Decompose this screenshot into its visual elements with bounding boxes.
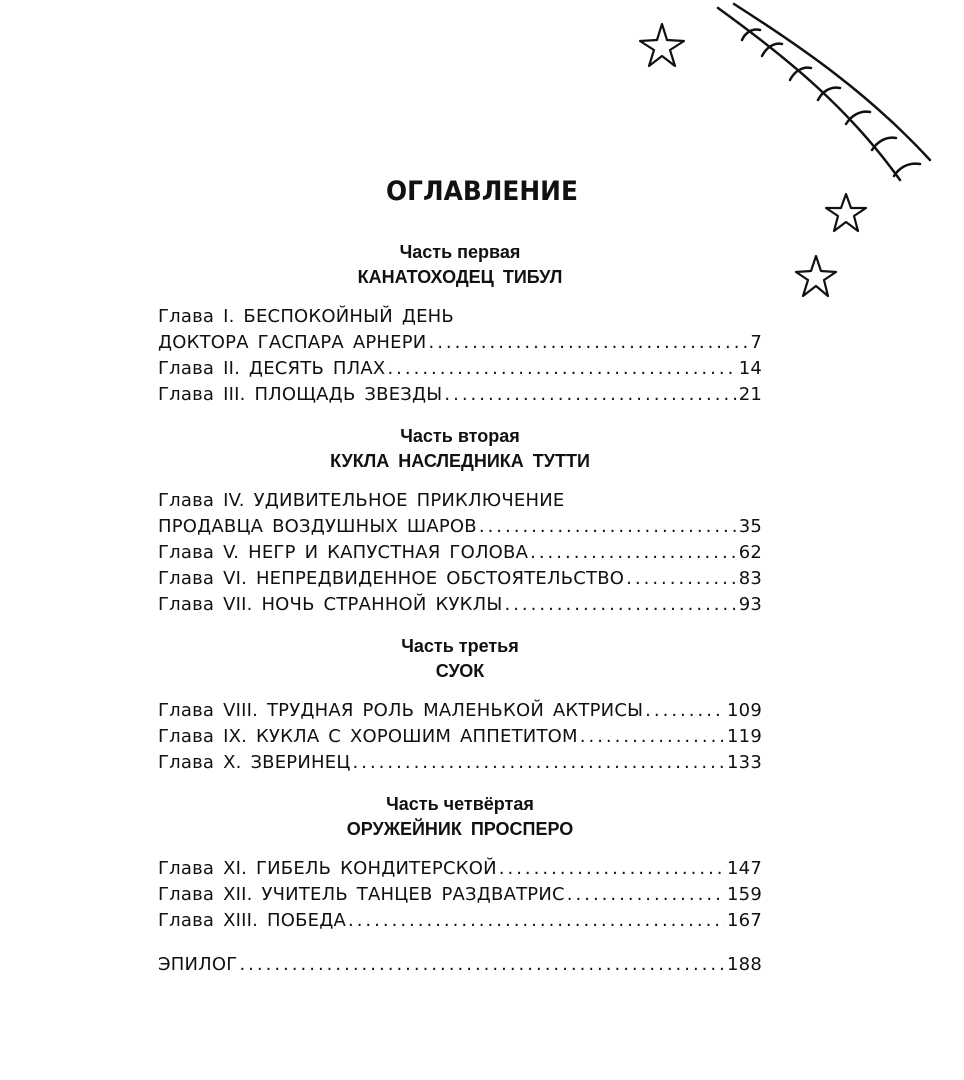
- chapter-title: Глава II. ДЕСЯТЬ ПЛАХ: [158, 358, 386, 379]
- toc-entry[interactable]: [158, 382, 762, 408]
- page-number: 14: [738, 358, 762, 379]
- toc-entry[interactable]: [158, 592, 762, 618]
- part-label: Часть третья: [401, 636, 519, 656]
- page-number: 133: [727, 752, 762, 773]
- dot-leader: [444, 382, 736, 408]
- chapter-title: Глава XI. ГИБЕЛЬ КОНДИТЕРСКОЙ: [158, 858, 497, 879]
- page-number: 159: [727, 884, 762, 905]
- toc-entry[interactable]: [158, 698, 762, 724]
- star-icon: [640, 24, 684, 66]
- toc-entry[interactable]: [158, 882, 762, 908]
- part-title: КУКЛА НАСЛЕДНИКА ТУТТИ: [330, 451, 590, 471]
- part-label: Часть вторая: [400, 426, 520, 446]
- toc-entry[interactable]: [158, 356, 762, 382]
- dot-leader: [499, 856, 725, 882]
- dot-leader: [567, 882, 725, 908]
- dot-leader: [580, 724, 725, 750]
- dot-leader: [626, 566, 737, 592]
- dot-leader: [387, 356, 736, 382]
- dot-leader: [530, 540, 737, 566]
- page-number: 21: [738, 384, 762, 405]
- table-of-contents: [158, 240, 762, 978]
- chapter-title: Глава IX. КУКЛА С ХОРОШИМ АППЕТИТОМ: [158, 726, 578, 747]
- dot-leader: [353, 750, 726, 776]
- toc-entry[interactable]: [158, 330, 762, 356]
- toc-entry[interactable]: [158, 566, 762, 592]
- chapter-title-cont: ПРОДАВЦА ВОЗДУШНЫХ ШАРОВ: [158, 516, 477, 537]
- part-1: [158, 240, 762, 408]
- part-label: Часть четвёртая: [386, 794, 534, 814]
- part-title: СУОК: [435, 661, 485, 681]
- toc-entry-line[interactable]: [158, 304, 762, 330]
- toc-entry[interactable]: [158, 750, 762, 776]
- chapter-title: Глава VIII. ТРУДНАЯ РОЛЬ МАЛЕНЬКОЙ АКТРИСЫ: [158, 700, 644, 721]
- chapter-title: Глава X. ЗВЕРИНЕЦ: [158, 752, 351, 773]
- part-label: Часть первая: [399, 242, 521, 262]
- part-2: [158, 424, 762, 618]
- chapter-title: Глава VI. НЕПРЕДВИДЕННОЕ ОБСТОЯТЕЛЬСТВО: [158, 568, 625, 589]
- dot-leader: [645, 698, 725, 724]
- epilogue-title: ЭПИЛОГ: [158, 954, 238, 975]
- dot-leader: [504, 592, 736, 618]
- dot-leader: [348, 908, 725, 934]
- part-4: [158, 792, 762, 934]
- toc-entry[interactable]: [158, 514, 762, 540]
- chapter-title: Глава XII. УЧИТЕЛЬ ТАНЦЕВ РАЗДВАТРИС: [158, 884, 565, 905]
- star-icon: [796, 256, 836, 296]
- chapter-title: Глава IV. УДИВИТЕЛЬНОЕ ПРИКЛЮЧЕНИЕ: [158, 490, 565, 511]
- chapter-title: Глава V. НЕГР И КАПУСТНАЯ ГОЛОВА: [158, 542, 529, 563]
- toc-entry-line[interactable]: [158, 488, 762, 514]
- dot-leader: [479, 514, 737, 540]
- chapter-title: Глава I. БЕСПОКОЙНЫЙ ДЕНЬ: [158, 306, 454, 327]
- chapter-title: Глава III. ПЛОЩАДЬ ЗВЕЗДЫ: [158, 384, 443, 405]
- toc-entry[interactable]: [158, 540, 762, 566]
- toc-entry[interactable]: [158, 856, 762, 882]
- part-title: КАНАТОХОДЕЦ ТИБУЛ: [357, 267, 563, 287]
- page-number: 119: [727, 726, 762, 747]
- page-number: 147: [727, 858, 762, 879]
- toc-entry[interactable]: [158, 724, 762, 750]
- toc-entry[interactable]: [158, 908, 762, 934]
- page-number: 7: [750, 332, 762, 353]
- chapter-title: Глава XIII. ПОБЕДА: [158, 910, 346, 931]
- part-title: ОРУЖЕЙНИК ПРОСПЕРО: [346, 819, 574, 839]
- chapter-title: Глава VII. НОЧЬ СТРАННОЙ КУКЛЫ: [158, 594, 503, 615]
- page-title: ОГЛАВЛЕНИЕ: [386, 176, 578, 207]
- part-3: [158, 634, 762, 776]
- chapter-title-cont: ДОКТОРА ГАСПАРА АРНЕРИ: [158, 332, 427, 353]
- page-number: 93: [738, 594, 762, 615]
- page-number: 35: [738, 516, 762, 537]
- dot-leader: [428, 330, 748, 356]
- page-number: 188: [727, 954, 762, 975]
- dot-leader: [239, 952, 725, 978]
- page-number: 167: [727, 910, 762, 931]
- page-number: 62: [738, 542, 762, 563]
- page-number: 83: [738, 568, 762, 589]
- toc-entry-epilogue[interactable]: [158, 952, 762, 978]
- page-number: 109: [727, 700, 762, 721]
